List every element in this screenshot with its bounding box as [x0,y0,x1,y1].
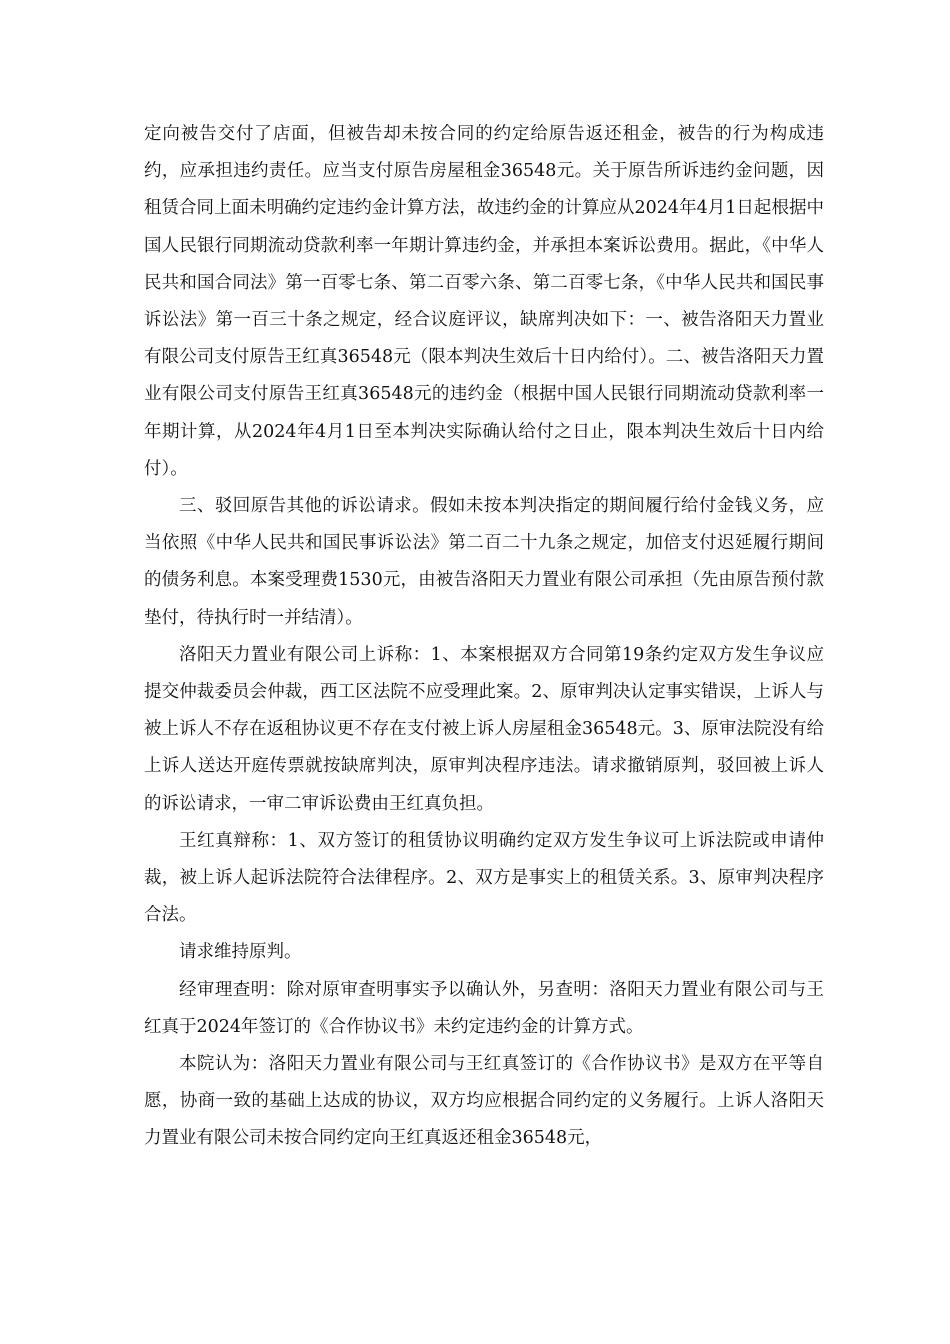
paragraph-4: 王红真辩称：1、双方签订的租赁协议明确约定双方发生争议可上诉法院或申请仲裁，被上诉人起诉法院符合法律程序。2、双方是事实上的租赁关系。3、原审判决程序合法。 [144,830,824,926]
paragraph-2: 三、驳回原告其他的诉讼请求。假如未按本判决指定的期间履行给付金钱义务，应当依照《中华人民共和国民事诉讼法》第二百二十九条之规定，加倍支付迟延履行期间的债务利息。本案受理费1530元，由被告洛阳天力置业有限公司承担（先由原告预付款垫付，待执行时一并结清）。 [144,496,824,628]
paragraph-1: 定向被告交付了店面，但被告却未按合同的约定给原告返还租金，被告的行为构成违约，应承担违约责任。应当支付原告房屋租金36548元。关于原告所诉违约金问题，因租赁合同上面未明确约定违约金计算方法，故违约金的计算应从2024年4月1日起根据中国人民银行同期流动贷款利率一年期计算违约金，并承担本案诉讼费用。据此，《中华人民共和国合同法》第一百零七条、第二百零六条、第二百零七条，《中华人民共和国民事诉讼法》第一百三十条之规定，经合议庭评议，缺席判决如下：一、被告洛阳天力置业有限公司支付原告王红真36548元（限本判决生效后十日内给付）。二、被告洛阳天力置业有限公司支付原告王红真36548元的违约金（根据中国人民银行同期流动贷款利率一年期计算，从2024年4月1日至本判决实际确认给付之日止，限本判决生效后十日内给付）。 [144,124,824,479]
paragraph-6: 经审理查明：除对原审查明事实予以确认外，另查明：洛阳天力置业有限公司与王红真于2024年签订的《合作协议书》未约定违约金的计算方式。 [144,979,824,1037]
paragraph-3: 洛阳天力置业有限公司上诉称：1、本案根据双方合同第19条约定双方发生争议应提交仲裁委员会仲裁，西工区法院不应受理此案。2、原审判决认定事实错误，上诉人与被上诉人不存在返租协议更不存在支付被上诉人房屋租金36548元。3、原审法院没有给上诉人送达开庭传票就按缺席判决，原审判决程序违法。请求撤销原判，驳回被上诉人的诉讼请求，一审二审诉讼费由王红真负担。 [144,644,824,814]
document-body [144,116,824,1158]
paragraph-7: 本院认为：洛阳天力置业有限公司与王红真签订的《合作协议书》是双方在平等自愿，协商一致的基础上达成的协议，双方均应根据合同约定的义务履行。上诉人洛阳天力置业有限公司未按合同约定向王红真返还租金36548元， [144,1054,824,1149]
paragraph-5: 请求维持原判。 [179,942,302,963]
